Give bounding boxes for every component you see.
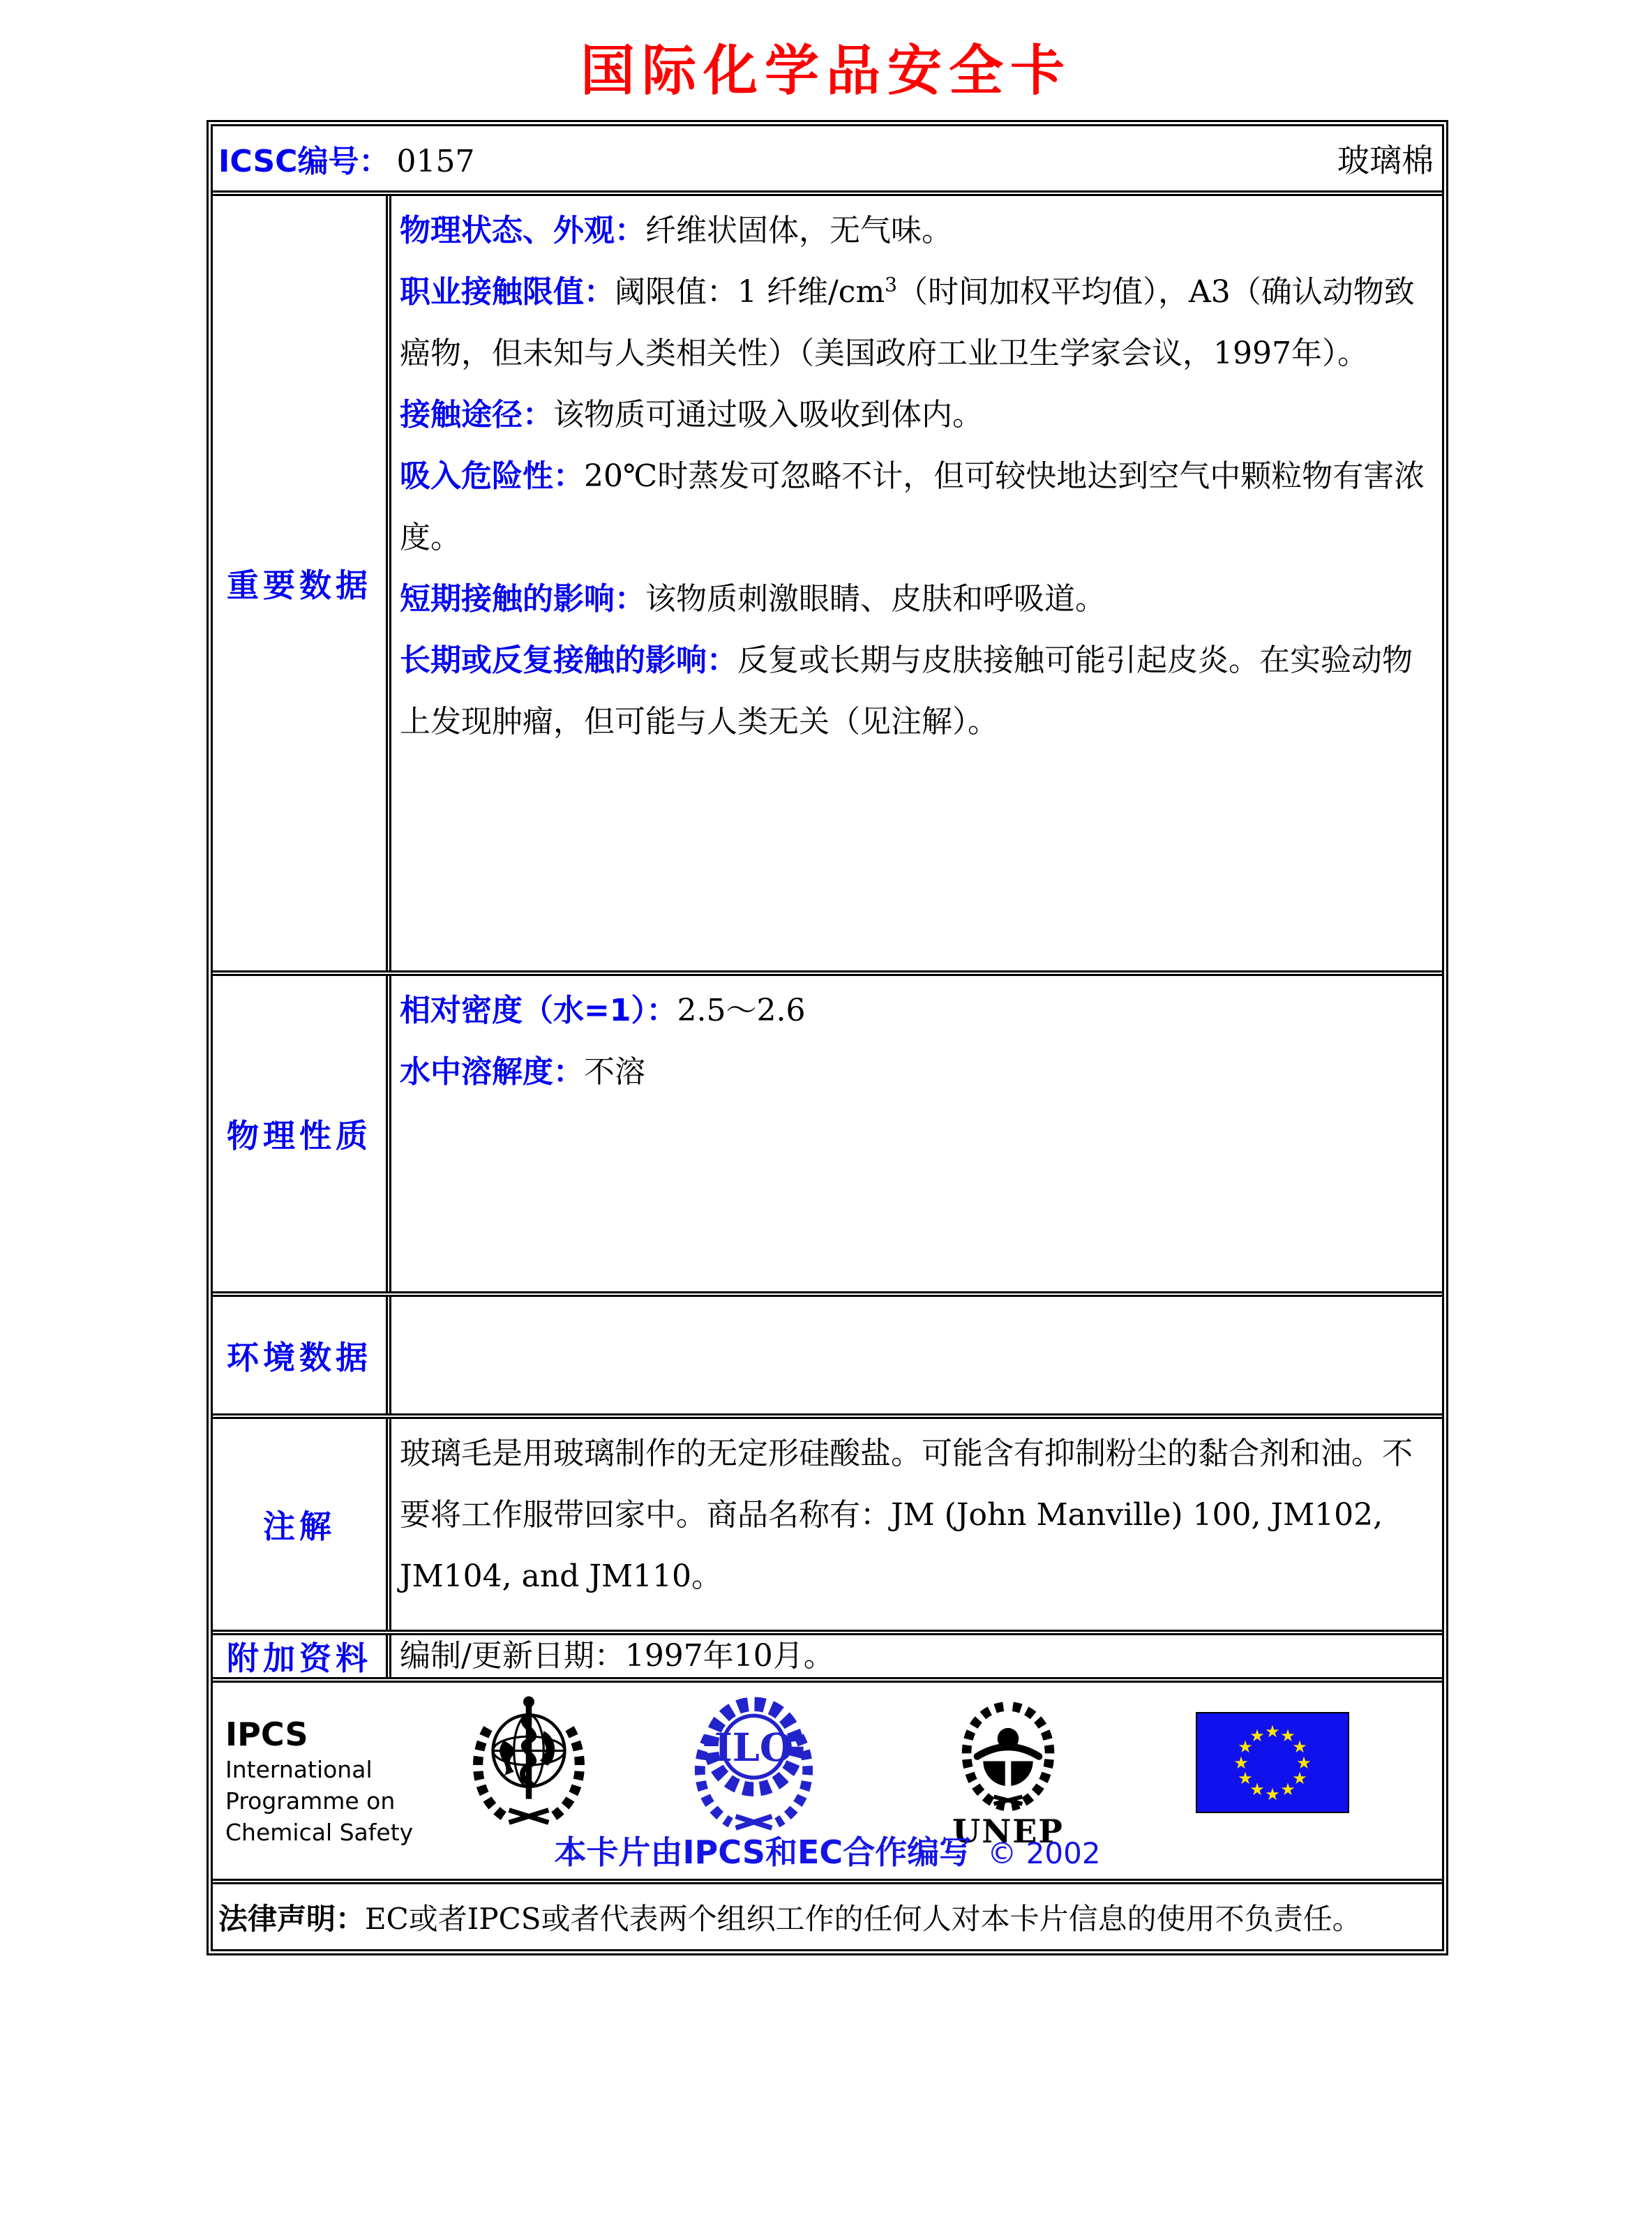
paragraph <box>400 630 1436 753</box>
field-label: 短期接触的影响： <box>400 581 645 617</box>
ilo-logo-icon <box>689 1692 818 1833</box>
field-text: 阈限值：1 纤维/cm <box>615 274 885 310</box>
substance-name: 玻璃棉 <box>1337 142 1434 179</box>
section-label: 注解 <box>263 1508 336 1545</box>
who-logo-icon <box>466 1694 592 1833</box>
field-text: 不溶 <box>584 1054 645 1090</box>
section-row-environmental-data <box>213 1297 1442 1419</box>
icsc-number-group <box>218 136 474 181</box>
page-title: 国际化学品安全卡 <box>580 40 1072 103</box>
section-label: 附加资料 <box>227 1639 372 1677</box>
icsc-table <box>206 120 1448 1955</box>
svg-text:★: ★ <box>1292 1768 1307 1788</box>
ipcs-line-2: Programme on <box>225 1787 396 1815</box>
credit-line <box>213 1827 1442 1873</box>
section-content <box>391 1297 1442 1413</box>
field-text: 3 <box>885 273 897 296</box>
field-label: 接触途径： <box>400 397 553 433</box>
legal-row <box>213 1884 1442 1949</box>
field-text: 该物质可通过吸入吸收到体内。 <box>553 397 983 433</box>
field-label: 吸入危险性： <box>400 458 584 494</box>
field-text: 反复或长期与皮肤接触可能引起皮炎。在实验动物上发现肿瘤，但可能与人类无关（见注解）。 <box>400 643 1413 739</box>
section-content <box>391 976 1442 1291</box>
section-row-physical-properties <box>213 976 1442 1297</box>
section-row-important-data <box>213 196 1442 976</box>
svg-text:★: ★ <box>1233 1753 1249 1773</box>
section-label: 环境数据 <box>227 1338 372 1376</box>
paragraph <box>400 200 1436 262</box>
field-text: 编制/更新日期：1997年10月。 <box>400 1638 834 1674</box>
section-label-cell <box>213 1419 391 1630</box>
legal-label: 法律声明： <box>218 1901 366 1936</box>
field-label: 长期或反复接触的影响： <box>400 643 737 678</box>
svg-text:★: ★ <box>1265 1722 1280 1741</box>
section-label-cell <box>213 196 391 970</box>
paragraph <box>400 446 1436 569</box>
field-text: 纤维状固体，无气味。 <box>645 213 952 248</box>
section-label-cell <box>213 1297 391 1413</box>
svg-text:★: ★ <box>1280 1726 1296 1745</box>
field-label: 职业接触限值： <box>400 274 615 310</box>
paragraph <box>400 384 1436 446</box>
svg-text:★: ★ <box>1249 1780 1265 1799</box>
paragraph <box>400 1042 1436 1103</box>
svg-text:★: ★ <box>1292 1737 1307 1757</box>
eu-flag-icon <box>1196 1712 1349 1816</box>
field-text: 玻璃毛是用玻璃制作的无定形硅酸盐。可能含有抑制粉尘的黏合剂和油。不要将工作服带回家中。商品名称有：JM (John Manville) 100, JM102, JM104, and JM110。 <box>400 1436 1413 1594</box>
field-text: 该物质刺激眼睛、皮肤和呼吸道。 <box>645 581 1106 617</box>
svg-text:★: ★ <box>1249 1726 1265 1745</box>
field-label: 相对密度（水=1）： <box>400 993 677 1028</box>
logos-row <box>213 1683 1442 1884</box>
section-label: 物理性质 <box>227 1117 372 1155</box>
paragraph <box>400 1639 834 1674</box>
svg-text:★: ★ <box>1280 1780 1296 1799</box>
section-row-notes <box>213 1419 1442 1635</box>
section-content <box>391 1419 1442 1630</box>
paragraph <box>400 980 1436 1042</box>
section-content <box>391 196 1442 970</box>
ipcs-line-3: Chemical Safety <box>225 1819 414 1846</box>
svg-text:★: ★ <box>1238 1737 1253 1757</box>
ipcs-line-1: International <box>225 1756 373 1783</box>
section-label-cell <box>213 976 391 1291</box>
paragraph <box>400 569 1436 630</box>
unep-caption: UNEP <box>952 1812 1064 1850</box>
icsc-number-label: ICSC编号： <box>218 144 390 179</box>
svg-text:★: ★ <box>1238 1768 1253 1788</box>
credit-text: 本卡片由IPCS和EC合作编写 <box>554 1833 972 1871</box>
field-label: 物理状态、外观： <box>400 213 645 248</box>
icsc-number-value: 0157 <box>396 144 475 179</box>
field-label: 水中溶解度： <box>400 1054 584 1090</box>
field-text: 2.5～2.6 <box>677 993 806 1028</box>
header-row <box>213 126 1442 196</box>
section-row-additional-info <box>213 1635 1442 1683</box>
credit-year: © 2002 <box>987 1836 1101 1870</box>
section-label: 重要数据 <box>227 566 372 604</box>
svg-text:★: ★ <box>1265 1785 1280 1804</box>
svg-text:★: ★ <box>1296 1753 1312 1773</box>
ilo-letters: ILO <box>714 1725 794 1771</box>
field-text: （时间加权平均值），A3（确认动物致癌物，但未知与人类相关性）（美国政府工业卫生学家会议，1997年）。 <box>400 274 1415 371</box>
legal-text: EC或者IPCS或者代表两个组织工作的任何人对本卡片信息的使用不负责任。 <box>365 1901 1362 1936</box>
field-text: 20℃时蒸发可忽略不计，但可较快地达到空气中颗粒物有害浓度。 <box>400 458 1425 555</box>
ipcs-acronym: IPCS <box>225 1715 308 1753</box>
paragraph <box>400 1423 1436 1607</box>
section-label-cell <box>213 1635 391 1677</box>
section-content <box>391 1635 1442 1677</box>
unep-logo-icon <box>949 1699 1067 1850</box>
paragraph <box>400 262 1436 384</box>
